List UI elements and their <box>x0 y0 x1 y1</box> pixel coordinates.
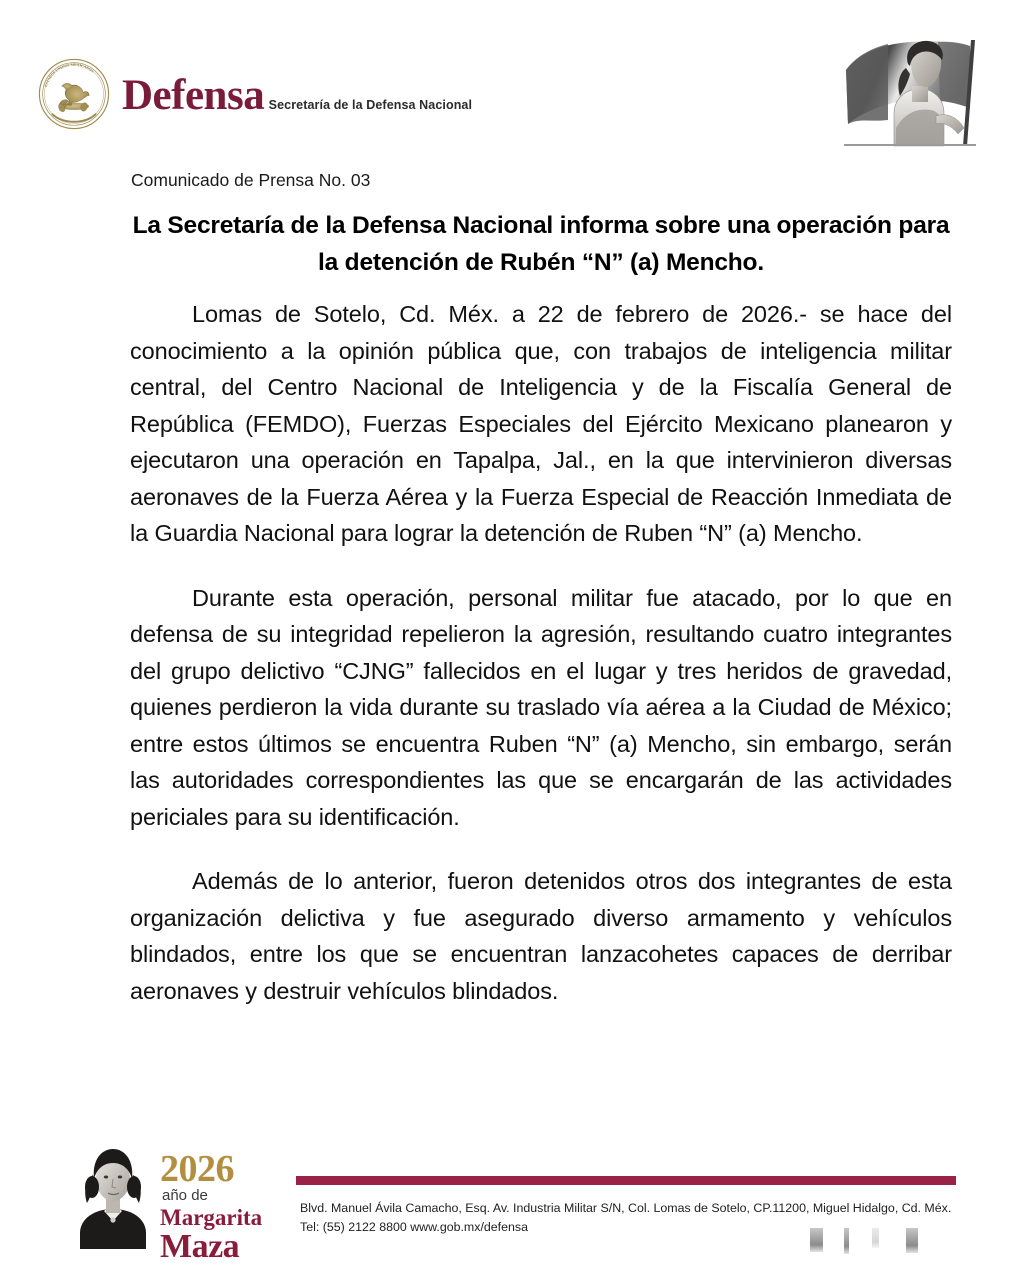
margarita-maza-commemorative-logo <box>74 1141 262 1264</box>
brand-title: Defensa <box>122 71 265 119</box>
body-paragraph-1: Lomas de Sotelo, Cd. Méx. a 22 de febrero de 2026.- se hace del conocimiento a la opinión pública que, con trabajos de inteligencia militar central, del Centro Nacional de Inteligencia y de la Fiscalía General de República (FEMDO), Fuerzas Especiales del Ejército Mexicano planearon y ejecutaron una operación en Tapalpa, Jal., en la que intervinieron diversas aeronaves de la Fuerza Aérea y la Fuerza Especial de Reacción Inmediata de la Guardia Nacional para lograr la detención de Ruben “N” (a) Mencho. <box>130 301 952 546</box>
commemorative-anio-de: año de <box>162 1187 208 1204</box>
soldadera-flag-photo <box>838 28 988 150</box>
commemorative-name-last: Maza <box>160 1228 240 1265</box>
svg-text:ESTADOS UNIDOS MEXICANOS: ESTADOS UNIDOS MEXICANOS <box>43 62 95 88</box>
footer-address-line-1: Blvd. Manuel Ávila Camacho, Esq. Av. Industria Militar S/N, Col. Lomas de Sotelo, CP.11200, Miguel Hidalgo, Cd. Méx. <box>300 1201 952 1215</box>
document-body <box>130 296 952 1009</box>
footer-contact-line: Tel: (55) 2122 8800 www.gob.mx/defensa <box>300 1220 528 1234</box>
page-title: La Secretaría de la Defensa Nacional informa sobre una operación para la detención de Rubén “N” (a) Mencho. <box>132 212 950 276</box>
margarita-maza-portrait-icon <box>74 1141 152 1249</box>
brand-text-block <box>122 71 472 118</box>
body-paragraph-3: Además de lo anterior, fueron detenidos otros dos integrantes de esta organización delictiva y fue asegurado diverso armamento y vehículos blindados, entre los que se encuentran lanzacohetes capaces de derribar aeronaves y destruir vehículos blindados. <box>130 868 952 1004</box>
footer-divider-rule <box>296 1176 956 1185</box>
mexican-coat-of-arms-seal-icon <box>38 58 110 130</box>
commemorative-text-block <box>152 1141 262 1264</box>
defensa-brand-lockup <box>38 58 472 130</box>
commemorative-year: 2026 <box>160 1148 234 1190</box>
commemorative-name-first: Margarita <box>160 1205 263 1230</box>
brand-subtitle: Secretaría de la Defensa Nacional <box>268 97 473 112</box>
scan-artifact-watermark <box>774 1226 994 1266</box>
bulletin-number: Comunicado de Prensa No. 03 <box>131 170 371 190</box>
document-footer <box>0 1135 1010 1280</box>
document-header <box>0 0 1010 160</box>
body-paragraph-2: Durante esta operación, personal militar fue atacado, por lo que en defensa de su integridad repelieron la agresión, resultando cuatro integrantes del grupo delictivo “CJNG” fallecidos en el lugar y tres heridos de gravedad, quienes perdieron la vida durante su traslado vía aérea a la Ciudad de México; entre estos últimos se encuentra Ruben “N” (a) Mencho, sin embargo, serán las autoridades correspondientes las que se encargarán de las actividades periciales para su identificación. <box>130 584 952 830</box>
